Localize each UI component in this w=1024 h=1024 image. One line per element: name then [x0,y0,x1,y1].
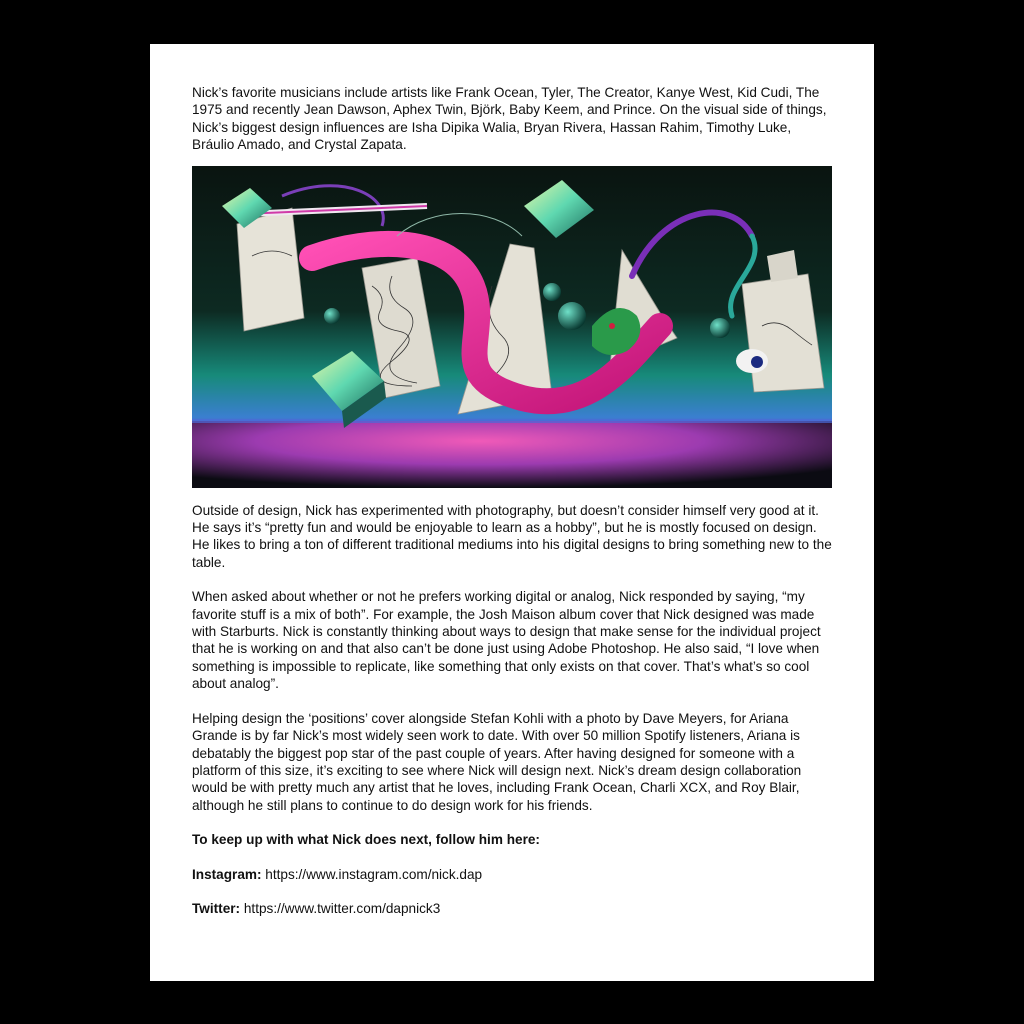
twitter-line [192,900,834,917]
instagram-line [192,866,834,883]
twitter-link[interactable]: https://www.twitter.com/dapnick3 [243,900,441,916]
article-body [192,84,834,917]
document-page [150,44,874,981]
artwork-illustration [192,166,832,488]
paragraph-positions-cover: Helping design the ‘positions’ cover alongside Stefan Kohli with a photo by Dave Meyers, for Ariana Grande is by far Nick’s most widely seen work to date. With over 50 million Spotify listeners, Ariana is debatably the biggest pop star of the past couple of years. After having designed for someone with a platform of this size, it’s exciting to see where Nick will design next. Nick’s dream design collaboration would be with pretty much any artist that he loves, including Frank Ocean, Charli XCX, and Roy Blair, although he still plans to continue to do design work for his friends. [192,710,802,813]
follow-heading: To keep up with what Nick does next, follow him here: [192,832,540,848]
paragraph-favorites: Nick’s favorite musicians include artists like Frank Ocean, Tyler, The Creator, Kanye West, Kid Cudi, The 1975 and recently Jean Dawson, Aphex Twin, Björk, Baby Keem, and Prince. On the visual side of things, Nick’s biggest design influences are Isha Dipika Walia, Bryan Rivera, Hassan Rahim, Timothy Luke, Bráulio Amado, and Crystal Zapata. [192,85,827,153]
paragraph-photography: Outside of design, Nick has experimented with photography, but doesn’t consider himself very good at it. He says it’s “pretty fun and would be enjoyable to learn as a hobby”, but he is mostly focused on design. He likes to bring a ton of different traditional mediums into his digital designs to bring something new to the table. [192,502,832,570]
paragraph-digital-analog: When asked about whether or not he prefers working digital or analog, Nick responded by saying, “my favorite stuff is a mix of both”. For example, the Josh Maison album cover that Nick designed was made with Starburts. Nick is constantly thinking about ways to design that make sense for the individual project that he is working on and that also can’t be done just using Adobe Photoshop. He also said, “I love when something is impossible to replicate, like something that only exists on that cover. That’s what’s so cool about analog”. [192,589,821,692]
twitter-label: Twitter: [192,900,241,916]
instagram-link[interactable]: https://www.instagram.com/nick.dap [265,866,483,882]
instagram-label: Instagram: [192,866,262,882]
